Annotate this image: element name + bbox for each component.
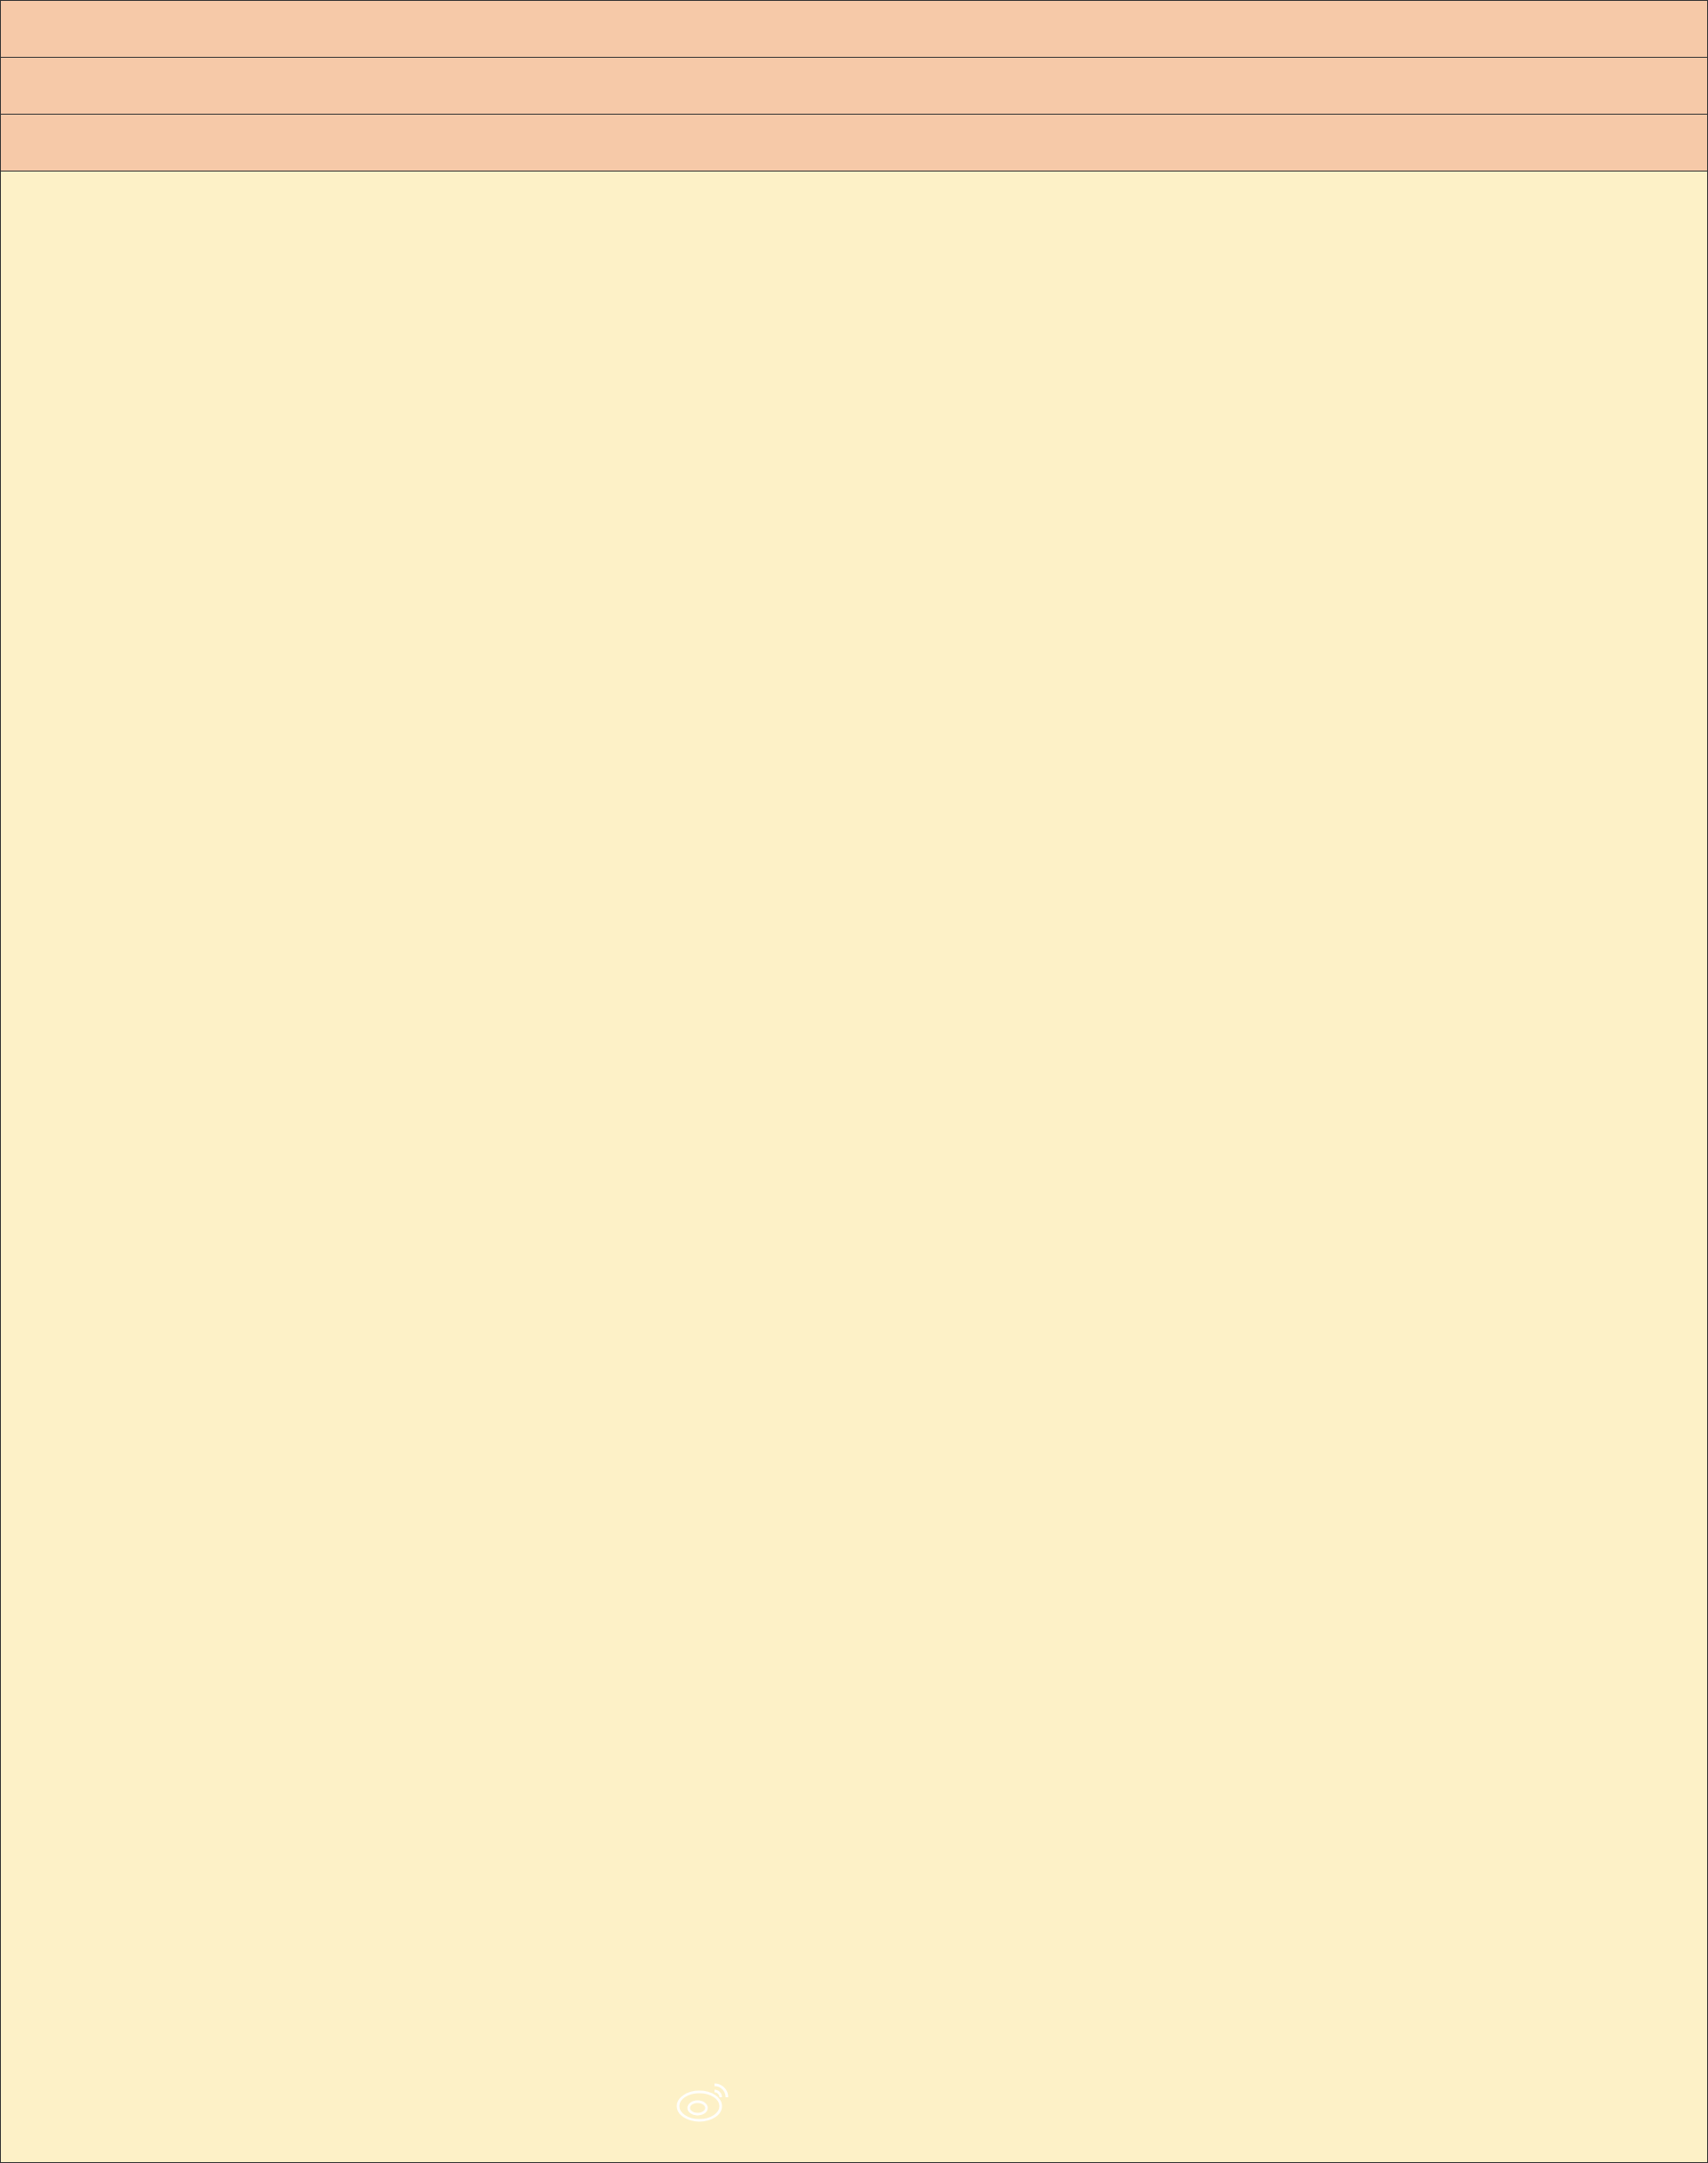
column-header-row	[1, 115, 1707, 172]
table-title	[1, 1, 1707, 58]
table-subtitle	[1, 58, 1707, 115]
